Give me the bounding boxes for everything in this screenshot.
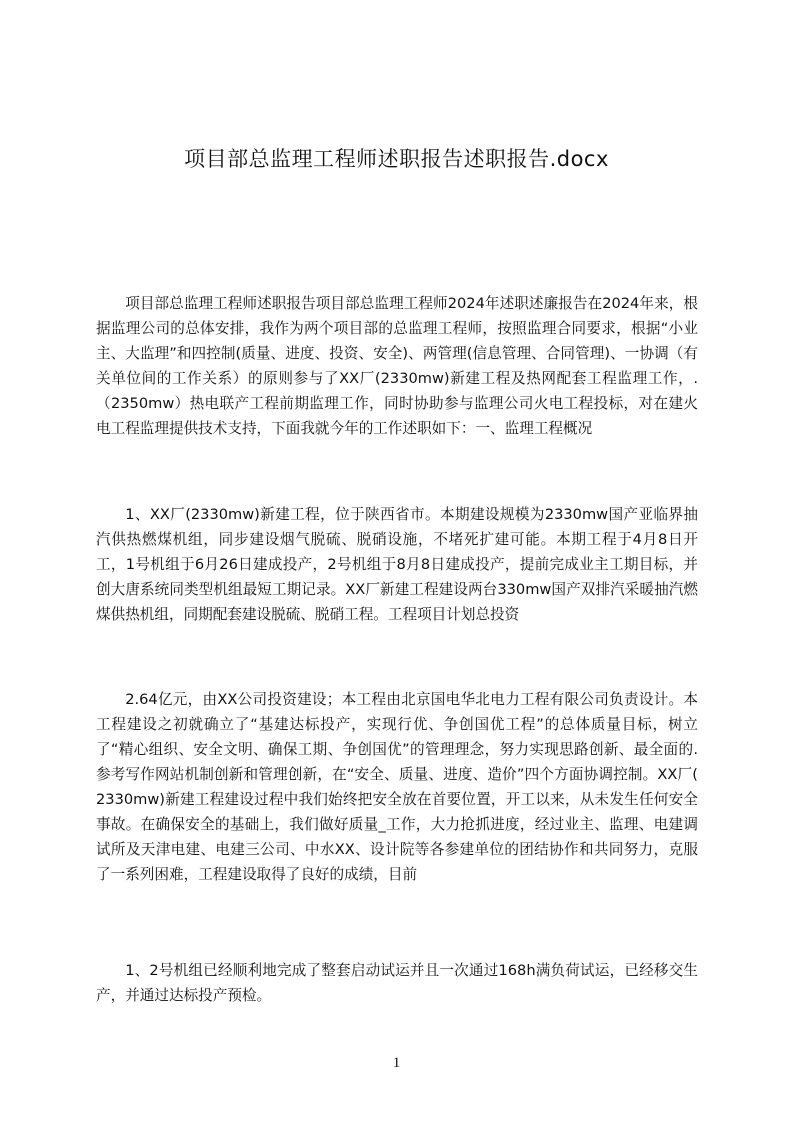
- paragraph-unit-status: 1、2号机组已经顺利地完成了整套启动试运并且一次通过168h满负荷试运，已经移交生产，并通过达标投产预检。: [96, 962, 698, 1004]
- document-title: 项目部总监理工程师述职报告述职报告.docx: [184, 147, 609, 171]
- paragraph-investment-and-goals: 2.64亿元，由XX公司投资建设；本工程由北京国电华北电力工程有限公司负责设计。本工程建设之初就确立了“基建达标投产，实现行优、争创国优工程”的总体质量目标，树立了“精心组织、安全文明、确保工期、争创国优”的管理理念，努力实现思路创新、最全面的.参考写作网站机制创新和管理创新，在“安全、质量、进度、造价”四个方面协调控制。XX厂( 2330mw)新建工程建设过程中我们始终把安全放在首要位置，开工以来，从未发生任何安全事故。在确保安全的基础上，我们做好质量_工作，大力抢抓进度，经过业主、监理、电建调试所及天津电建、电建三公司、中水XX、设计院等各参建单位的团结协作和共同努力，克服了一系列困难，工程建设取得了良好的成绩，目前: [96, 691, 698, 883]
- paragraph-summary: 项目部总监理工程师述职报告项目部总监理工程师2024年述职述廉报告在2024年来，根据监理公司的总体安排，我作为两个项目部的总监理工程师，按照监理合同要求，根据“小业主、大监理”和四控制(质量、进度、投资、安全)、两管理(信息管理、合同管理)、一协调（有关单位间的工作关系）的原则参与了XX厂(2330mw)新建工程及热网配套工程监理工作，.（2350mw）热电联产工程前期监理工作，同时协助参与监理公司火电工程投标，对在建火电工程监理提供技术支持，下面我就今年的工作述职如下：一、监理工程概况: [96, 295, 698, 437]
- page-number: 1: [392, 1055, 401, 1071]
- paragraph-project-overview: 1、XX厂(2330mw)新建工程，位于陕西省市。本期建设规模为2330mw国产亚临界抽汽供热燃煤机组，同步建设烟气脱硫、脱硝设施，不堵死扩建可能。本期工程于4月8日开工，1号机组于6月26日建成投产，2号机组于8月8日建成投产，提前完成业主工期目标，并创大唐系统同类型机组最短工期记录。XX厂新建工程建设两台330mw国产双排汽采暖抽汽燃煤供热机组，同期配套建设脱硫、脱硝工程。工程项目计划总投资: [96, 506, 698, 623]
